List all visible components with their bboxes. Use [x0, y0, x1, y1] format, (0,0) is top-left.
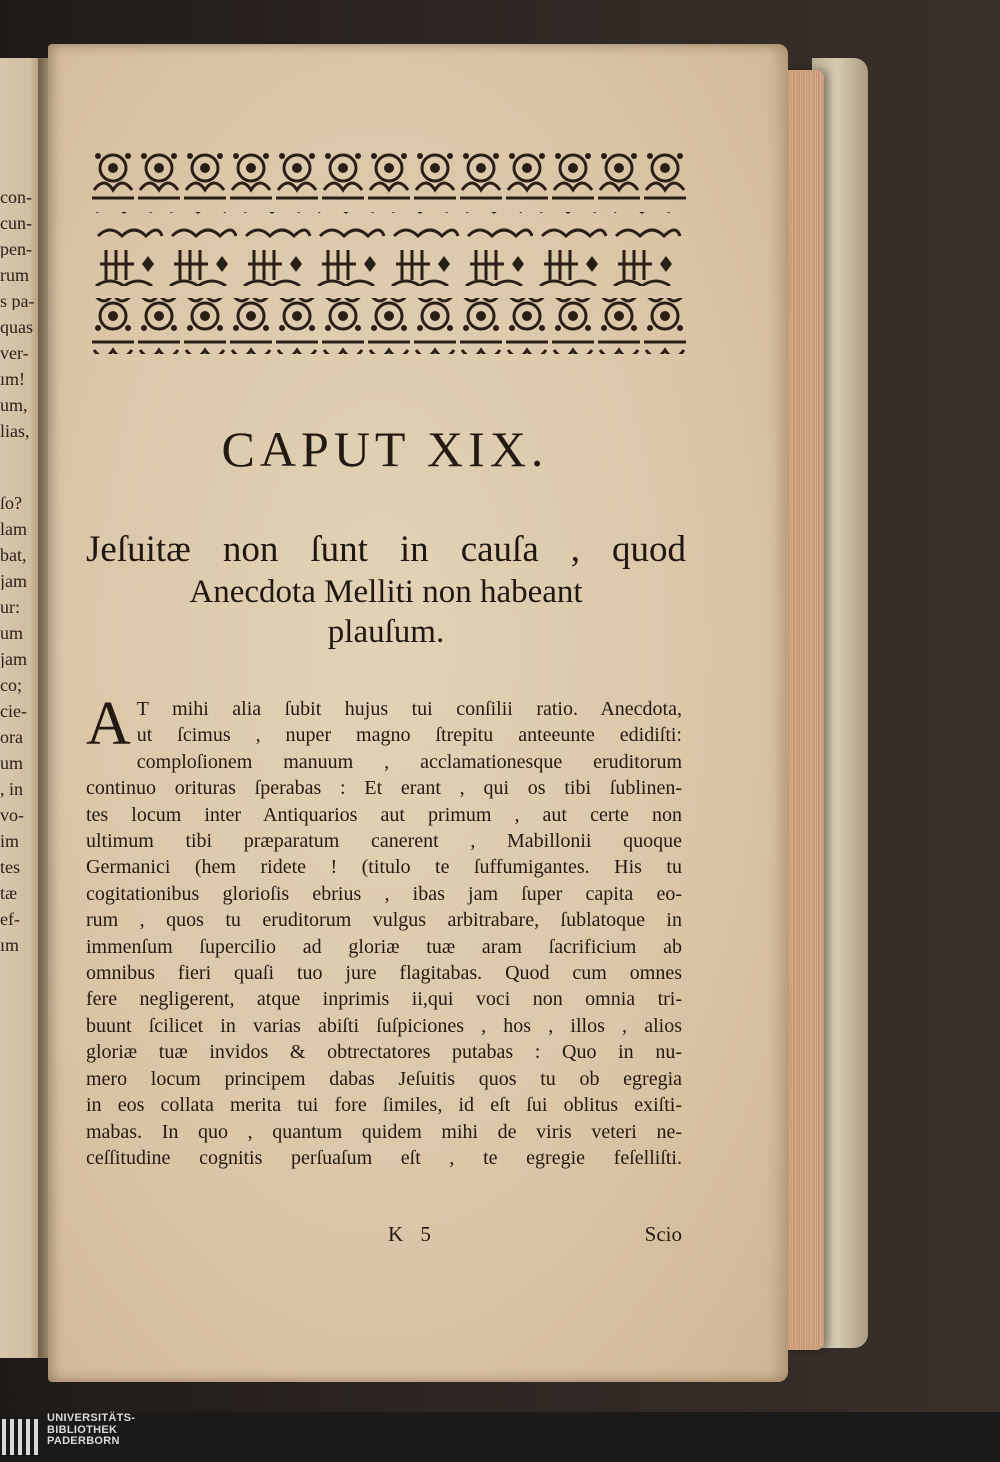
- text-line: gloriæ tuæ invidos & obtrectatores putabas : Quo in nu-: [86, 1041, 682, 1064]
- subtitle-line-3: plauſum.: [327, 614, 445, 650]
- left-page-edge: [0, 58, 42, 1358]
- text-line: continuo orituras ſperabas : Et erant , qui os tibi ſublinen-: [86, 777, 682, 800]
- left-page-fragment: ur:: [0, 598, 20, 616]
- left-page-fragment: co;: [0, 676, 22, 694]
- text-line: in eos collata merita tui fore ſimiles, id eſt ſui oblitus exiſti-: [86, 1094, 682, 1117]
- chapter-heading: [0, 420, 1000, 478]
- headpiece-row-top: [90, 146, 686, 202]
- chapter-title: CAPUT XIX.: [221, 421, 549, 477]
- left-page-fragment: um: [0, 624, 24, 642]
- left-page-fragment: ım: [0, 936, 20, 954]
- library-name-line-1: UNIVERSITÄTS-: [47, 1412, 136, 1424]
- text-line: ceſſitudine cognitis perſuaſum eſt , te egregie feſelliſti.: [86, 1146, 682, 1169]
- left-page-fragment: ora: [0, 728, 23, 746]
- text-line: fere negligerent, atque inprimis ii,qui voci non omnia tri-: [86, 988, 682, 1011]
- library-name-line-3: PADERBORN: [47, 1435, 120, 1447]
- text-line: omnibus fieri quaſi tuo jure flagitabas. Quod cum omnes: [86, 962, 682, 985]
- body-text: [86, 690, 682, 1171]
- left-page-fragment: ef-: [0, 910, 20, 928]
- text-line: T mihi alia ſubit hujus tui conſilii ratio. Anecdota,: [136, 698, 682, 720]
- ornamental-headpiece: [90, 146, 686, 358]
- text-line: ut ſcimus , nuper magno ſtrepitu anteeunte edidiſti:: [136, 724, 682, 747]
- left-page-fragment: cie-: [0, 702, 27, 720]
- text-line: comploſionem manuum , acclamationesque eruditorum: [136, 750, 682, 773]
- left-page-fragment: tæ: [0, 884, 18, 902]
- text-line: ultimum tibi præparatum canerent , Mabillonii quoque: [86, 830, 682, 853]
- signature-mark: K 5: [388, 1222, 437, 1246]
- left-page-fragment: pen-: [0, 240, 32, 258]
- text-line: tes locum inter Antiquarios aut primum , aut certe non: [86, 803, 682, 826]
- subtitle-line-1: Jeſuitæ non ſunt in cauſa , quod: [86, 529, 686, 570]
- subtitle-line-2: Anecdota Melliti non habeant: [189, 574, 583, 610]
- drop-cap: A: [86, 690, 131, 758]
- left-page-fragment: lias,: [0, 422, 30, 440]
- text-line: immenſum ſupercilio ad gloriæ tuæ aram ſacrificium ab: [86, 935, 682, 958]
- text-line: mabas. In quo , quantum quidem mihi de viris veteri ne-: [86, 1120, 682, 1143]
- left-page-fragment: rum: [0, 266, 29, 284]
- left-page-fragment: s pa-: [0, 292, 35, 310]
- left-page-fragment: bat,: [0, 546, 27, 564]
- text-line: rum , quos tu eruditorum vulgus arbitrabare, ſublatoque in: [86, 909, 682, 932]
- library-logo-icon: [2, 1415, 42, 1459]
- left-page-fragment: um,: [0, 396, 28, 414]
- left-page-fragment: con-: [0, 188, 32, 206]
- left-page-fragment: cun-: [0, 214, 32, 232]
- library-name: [47, 1413, 135, 1448]
- page-foot: [86, 1222, 682, 1252]
- left-page-fragment: tes: [0, 858, 20, 876]
- left-page-fragment: lam: [0, 520, 27, 538]
- left-page-fragment: um: [0, 754, 24, 772]
- chapter-subtitle: [86, 528, 686, 652]
- left-page-fragment: jam: [0, 572, 27, 590]
- text-line: mero locum principem dabas Jeſuitis quos tu ob egregia: [86, 1067, 682, 1090]
- left-page-fragment: , in: [0, 780, 24, 798]
- library-footer: [0, 1412, 1000, 1462]
- text-line: Germanici (hem ridete ! (titulo te ſuffumigantes. His tu: [86, 856, 682, 879]
- left-page-fragment: im: [0, 832, 20, 850]
- headpiece-row-bottom: [90, 298, 686, 354]
- left-page-fragment: ver-: [0, 344, 29, 362]
- catchword: Scio: [644, 1222, 682, 1246]
- left-page-fragment: ım!: [0, 370, 25, 388]
- text-line: cogitationibus glorioſis ebrius , ibas jam ſuper capita eo-: [86, 882, 682, 905]
- left-page-fragment: jam: [0, 650, 27, 668]
- library-name-line-2: BIBLIOTHEK: [47, 1423, 118, 1436]
- left-page-fragment: vo-: [0, 806, 24, 824]
- left-page-fragment: quas: [0, 318, 33, 336]
- text-line: buunt ſcilicet in varias abiſti ſuſpiciones , hos , illos , alios: [86, 1014, 682, 1037]
- left-page-fragment: ſo?: [0, 494, 22, 512]
- headpiece-row-middle: [90, 212, 686, 286]
